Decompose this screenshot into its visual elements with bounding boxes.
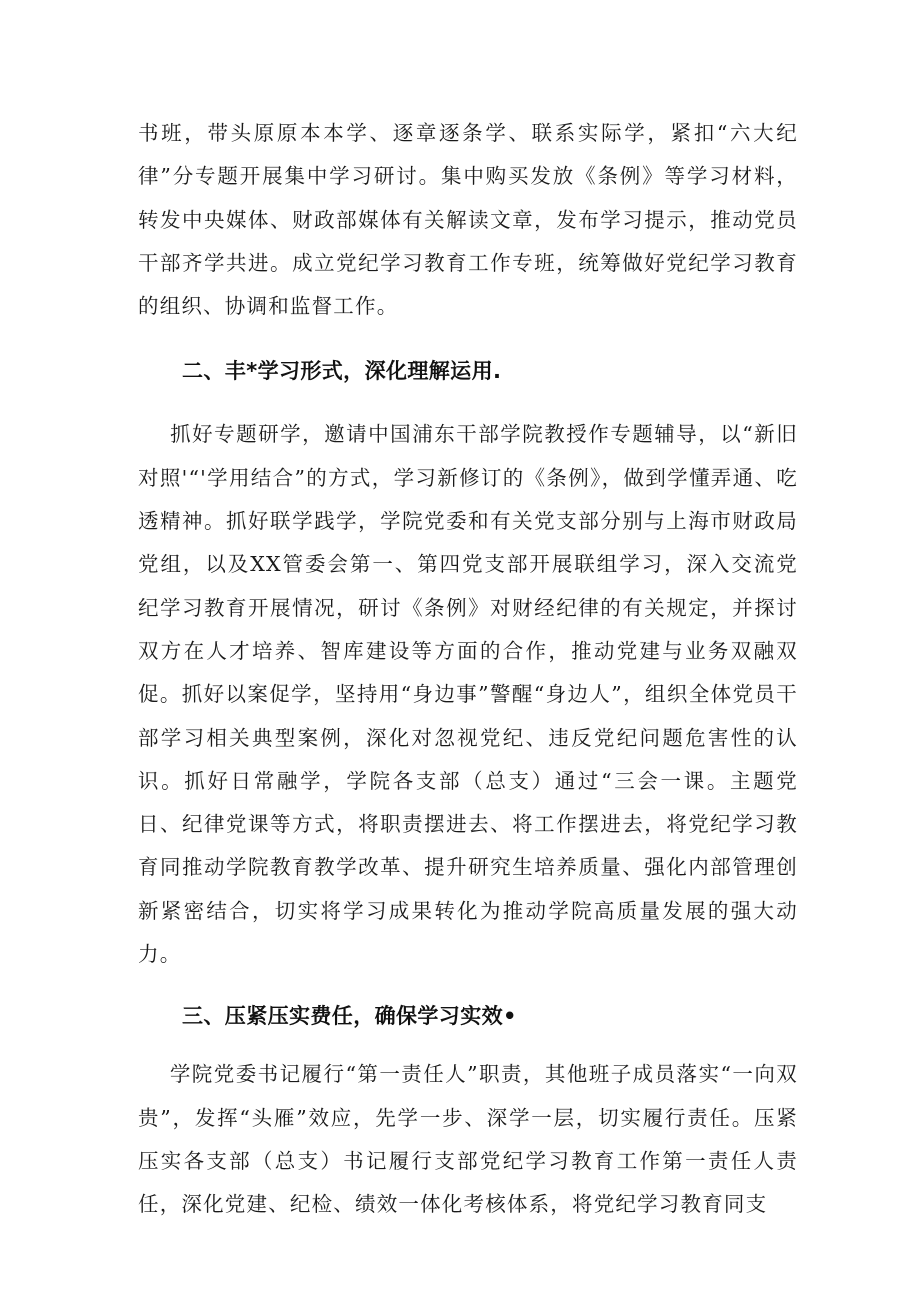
section-heading-3: 三、压紧压实费任，确保学习实效• [182, 1004, 517, 1029]
section-heading-2: 二、丰*学习形式，深化理解运用. [182, 359, 502, 384]
paragraph-section-2: 抓好专题研学，邀请中国浦东干部学院教授作专题辅导，以“新旧对照'“'学用结合”的方式，学习新修订的《条例》，做到学懂弄通、吃透精神。抓好联学践学，学院党委和有关党支部分别与上海市财政局党组，以及XX管委会第一、第四党支部开展联组学习，深入交流党纪学习教育开展情况，研讨《条例》对财经纪律的有关规定，并探讨双方在人才培养、智库建设等方面的合作，推动党建与业务双融双促。抓好以案促学，坚持用“身边事”警醒“身边人”，组织全体党员干部学习相关典型案例，深化对忽视党纪、违反党纪问题危害性的认识。抓好日常融学，学院各支部（总支）通过“三会一课。主题党日、纪律党课等方式，将职责摆进去、将工作摆进去，将党纪学习教育同推动学院教育教学改革、提升研究生培养质量、强化内部管理创新紧密结合，切实将学习成果转化为推动学院高质量发展的强大动力。 [138, 422, 799, 967]
paragraph-section-3: 学院党委书记履行“第一责任人”职责，其他班子成员落实“一向双贵”，发挥“头雁”效应，先学一步、深学一层，切实履行责任。压紧压实各支部（总支）书记履行支部党纪学习教育工作第一责任人责任，深化党建、纪检、绩效一体化考核体系，将党纪学习教育同支 [138, 1062, 798, 1217]
document-body [138, 112, 798, 1227]
paragraph-continued: 书班，带头原原本本学、逐章逐条学、联系实际学，紧扣“六大纪律”分专题开展集中学习研讨。集中购买发放《条例》等学习材料，转发中央媒体、财政部媒体有关解读文章，发布学习提示，推动党员干部齐学共进。成立党纪学习教育工作专班，统筹做好党纪学习教育的组织、协调和监督工作。 [138, 121, 798, 319]
